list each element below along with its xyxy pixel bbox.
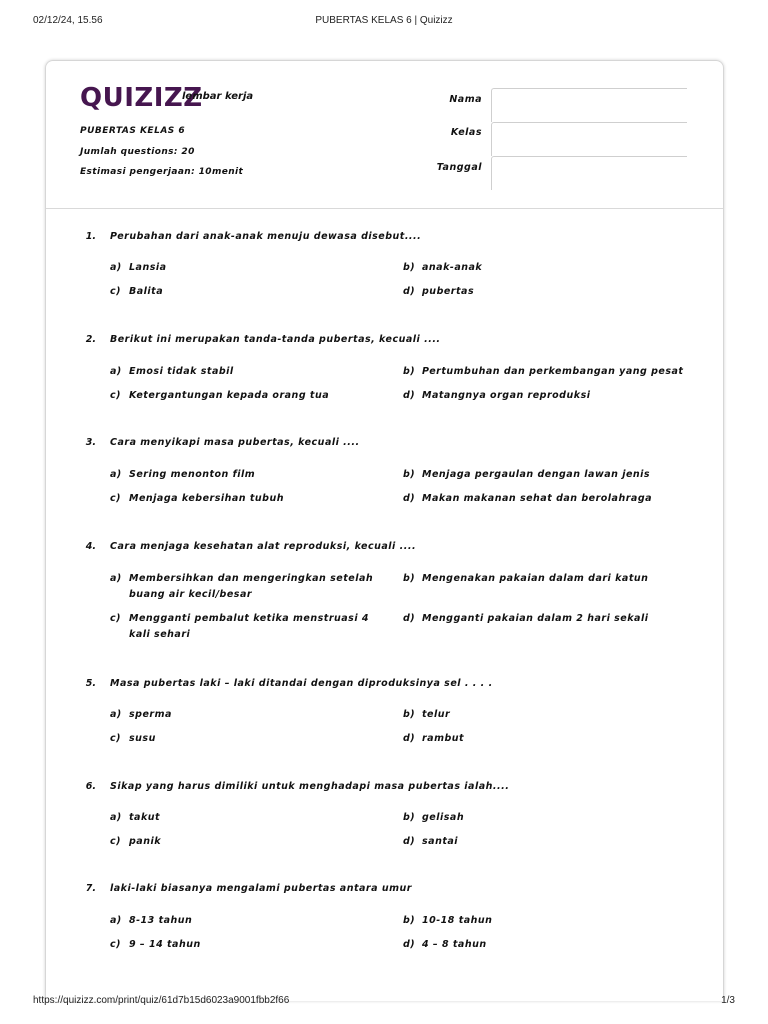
quiz-url: https://quizizz.com/print/quiz/61d7b15d6023a9001fbb2f66 bbox=[33, 995, 290, 1006]
option-text: panik bbox=[129, 836, 162, 847]
option-text: gelisah bbox=[422, 812, 465, 823]
answer-option bbox=[110, 388, 375, 404]
option-text: Matangnya organ reproduksi bbox=[422, 390, 591, 401]
answer-option bbox=[110, 731, 375, 747]
option-letter: a) bbox=[110, 812, 122, 823]
answer-option bbox=[403, 937, 668, 953]
option-text: Mengganti pakaian dalam 2 hari sekali bbox=[422, 613, 649, 624]
answer-option bbox=[110, 913, 375, 929]
option-letter: d) bbox=[403, 836, 416, 847]
option-letter: a) bbox=[110, 366, 122, 377]
question-number: 5. bbox=[85, 678, 96, 689]
option-text: Menjaga pergaulan dengan lawan jenis bbox=[422, 469, 651, 480]
answer-option bbox=[403, 834, 668, 850]
answer-option bbox=[403, 571, 693, 587]
option-letter: d) bbox=[403, 390, 416, 401]
option-letter: c) bbox=[110, 286, 121, 297]
option-letter: b) bbox=[403, 469, 416, 480]
answer-option bbox=[403, 388, 668, 404]
question-number: 2. bbox=[85, 334, 96, 345]
question-number: 1. bbox=[85, 231, 96, 242]
option-text: rambut bbox=[422, 733, 465, 744]
question-text: Perubahan dari anak-anak menuju dewasa disebut.... bbox=[110, 231, 422, 242]
option-text: Mengganti pembalut ketika menstruasi 4 kali sehari bbox=[129, 613, 370, 640]
question-number: 4. bbox=[85, 541, 96, 552]
option-letter: d) bbox=[403, 493, 416, 504]
option-text: susu bbox=[129, 733, 156, 744]
answer-option bbox=[110, 467, 375, 483]
option-letter: c) bbox=[110, 733, 121, 744]
answer-option bbox=[110, 364, 375, 380]
option-letter: d) bbox=[403, 733, 416, 744]
option-letter: c) bbox=[110, 493, 121, 504]
option-text: Ketergantungan kepada orang tua bbox=[129, 390, 330, 401]
question-count: Jumlah questions: 20 bbox=[80, 147, 195, 157]
answer-option bbox=[403, 707, 668, 723]
name-field[interactable] bbox=[491, 88, 687, 122]
option-text: Lansia bbox=[129, 262, 167, 273]
question-number: 7. bbox=[85, 883, 96, 894]
question-text: Cara menyikapi masa pubertas, kecuali .... bbox=[110, 437, 360, 448]
question-number: 3. bbox=[85, 437, 96, 448]
print-header bbox=[33, 15, 735, 29]
option-text: Balita bbox=[129, 286, 164, 297]
option-text: pubertas bbox=[422, 286, 475, 297]
option-letter: c) bbox=[110, 390, 121, 401]
answer-option bbox=[403, 364, 693, 380]
option-text: santai bbox=[422, 836, 459, 847]
date-field[interactable] bbox=[491, 156, 687, 190]
option-text: Emosi tidak stabil bbox=[129, 366, 234, 377]
answer-option bbox=[110, 834, 375, 850]
answer-option bbox=[403, 284, 668, 300]
answer-option bbox=[403, 913, 668, 929]
option-text: Makan makanan sehat dan berolahraga bbox=[422, 493, 653, 504]
quizizz-logo: QUIZIZZ bbox=[80, 83, 203, 113]
answer-option bbox=[110, 260, 375, 276]
option-letter: b) bbox=[403, 915, 416, 926]
option-text: 4 – 8 tahun bbox=[422, 939, 487, 950]
answer-option bbox=[110, 707, 375, 723]
worksheet-header bbox=[46, 61, 723, 209]
option-text: 8-13 tahun bbox=[129, 915, 193, 926]
option-text: 9 – 14 tahun bbox=[129, 939, 201, 950]
option-letter: b) bbox=[403, 812, 416, 823]
option-letter: b) bbox=[403, 262, 416, 273]
class-field[interactable] bbox=[491, 122, 687, 156]
worksheet-subtitle: lembar kerja bbox=[182, 91, 254, 102]
page-number: 1/3 bbox=[721, 995, 735, 1006]
question-number: 6. bbox=[85, 781, 96, 792]
answer-option bbox=[403, 491, 693, 507]
option-letter: d) bbox=[403, 613, 416, 624]
option-text: Membersihkan dan mengeringkan setelah buang air kecil/besar bbox=[129, 573, 374, 600]
date-label: Tanggal bbox=[436, 162, 482, 173]
option-text: Menjaga kebersihan tubuh bbox=[129, 493, 284, 504]
option-letter: d) bbox=[403, 939, 416, 950]
print-title: PUBERTAS KELAS 6 | Quizizz bbox=[315, 15, 453, 26]
option-letter: a) bbox=[110, 573, 122, 584]
option-text: Pertumbuhan dan perkembangan yang pesat bbox=[422, 366, 684, 377]
option-letter: b) bbox=[403, 573, 416, 584]
answer-option bbox=[403, 611, 693, 627]
option-text: sperma bbox=[129, 709, 172, 720]
worksheet-card bbox=[45, 60, 724, 1001]
quiz-title: PUBERTAS KELAS 6 bbox=[80, 126, 186, 136]
answer-option bbox=[110, 571, 375, 603]
question-text: Sikap yang harus dimiliki untuk menghadapi masa pubertas ialah.... bbox=[110, 781, 510, 792]
answer-option bbox=[110, 491, 375, 507]
option-text: telur bbox=[422, 709, 451, 720]
question-text: Cara menjaga kesehatan alat reproduksi, kecuali .... bbox=[110, 541, 417, 552]
option-letter: c) bbox=[110, 836, 121, 847]
answer-option bbox=[403, 467, 693, 483]
question-text: Masa pubertas laki – laki ditandai dengan diproduksinya sel . . . . bbox=[110, 678, 493, 689]
option-letter: c) bbox=[110, 939, 121, 950]
question-text: Berikut ini merupakan tanda-tanda pubertas, kecuali .... bbox=[110, 334, 441, 345]
question-text: laki-laki biasanya mengalami pubertas antara umur bbox=[110, 883, 412, 894]
option-letter: c) bbox=[110, 613, 121, 624]
answer-option bbox=[110, 937, 375, 953]
option-letter: d) bbox=[403, 286, 416, 297]
option-text: takut bbox=[129, 812, 161, 823]
class-label: Kelas bbox=[450, 127, 482, 138]
option-letter: a) bbox=[110, 262, 122, 273]
option-letter: a) bbox=[110, 915, 122, 926]
time-estimate: Estimasi pengerjaan: 10menit bbox=[80, 167, 244, 177]
option-letter: a) bbox=[110, 709, 122, 720]
option-text: 10-18 tahun bbox=[422, 915, 493, 926]
print-date: 02/12/24, 15.56 bbox=[33, 15, 103, 26]
answer-option bbox=[403, 810, 668, 826]
name-label: Nama bbox=[449, 94, 482, 105]
answer-option bbox=[110, 810, 375, 826]
option-text: Sering menonton film bbox=[129, 469, 256, 480]
option-letter: b) bbox=[403, 366, 416, 377]
option-text: anak-anak bbox=[422, 262, 483, 273]
option-text: Mengenakan pakaian dalam dari katun bbox=[422, 573, 649, 584]
option-letter: b) bbox=[403, 709, 416, 720]
print-footer bbox=[33, 995, 735, 1009]
answer-option bbox=[403, 731, 668, 747]
answer-option bbox=[110, 611, 375, 643]
answer-option bbox=[403, 260, 668, 276]
answer-option bbox=[110, 284, 375, 300]
option-letter: a) bbox=[110, 469, 122, 480]
